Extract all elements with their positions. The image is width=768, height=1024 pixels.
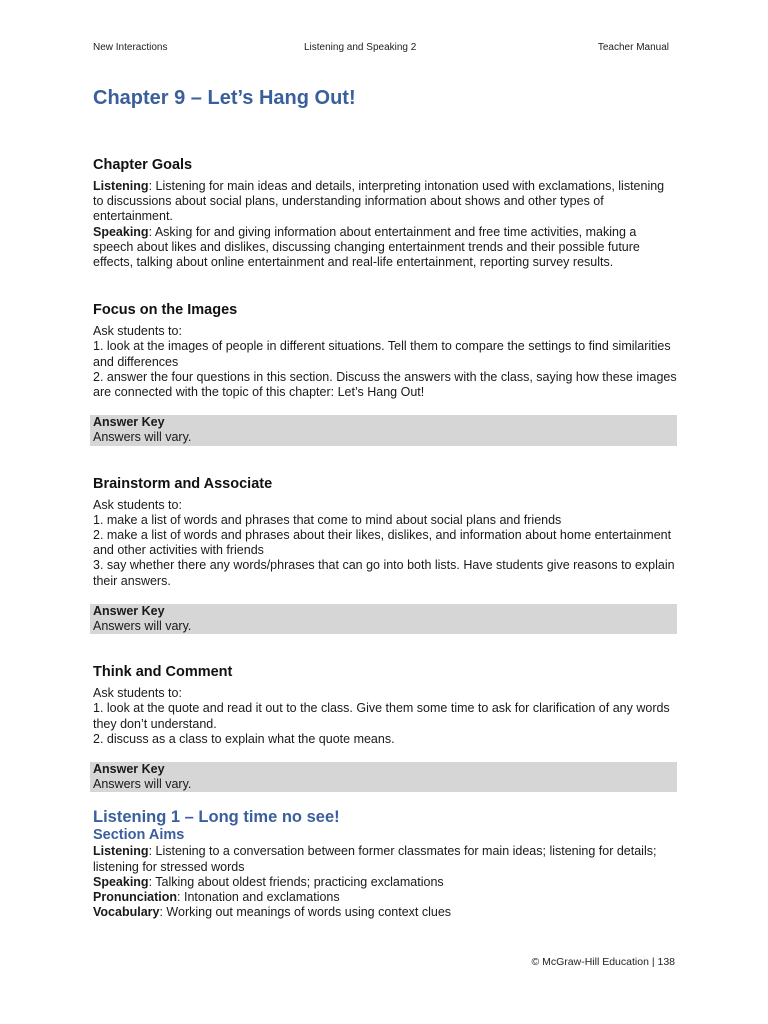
answer-text: Answers will vary. — [93, 777, 192, 792]
answer-key-label: Answer Key — [93, 415, 165, 430]
answer-key-label: Answer Key — [93, 603, 165, 618]
listening-1-title: Listening 1 – Long time no see! — [93, 808, 340, 827]
page-content — [93, 86, 677, 921]
think-comment-title: Think and Comment — [93, 664, 233, 681]
think-intro: Ask students to: — [93, 686, 182, 701]
focus-images-title: Focus on the Images — [93, 302, 238, 319]
brainstorm-item-2: 2. make a list of words and phrases about their likes, dislikes, and information about home entertainment and other activities with friends — [93, 528, 672, 558]
brainstorm-answer-key — [90, 604, 677, 634]
focus-images-section — [93, 301, 677, 445]
listening-1-section — [93, 807, 677, 920]
brainstorm-item-3: 3. say whether there any words/phrases that can go into both lists. Have students give reasons to explain their answers. — [93, 558, 675, 588]
focus-answer-key — [90, 415, 677, 445]
aims-vocabulary: Vocabulary: Working out meanings of words using context clues — [93, 905, 452, 920]
chapter-title: Chapter 9 – Let’s Hang Out! — [93, 87, 356, 109]
brainstorm-intro: Ask students to: — [93, 497, 182, 512]
aims-listening: Listening: Listening to a conversation between former classmates for main ideas; listening for details; listening for stressed words — [93, 844, 657, 874]
goals-listening: Listening: Listening for main ideas and details, interpreting intonation used with exclamations, listening to discussions about social plans, understanding information about shows and other types of entertainment. — [93, 179, 665, 224]
chapter-goals-section — [93, 156, 677, 270]
header-manual: Teacher Manual — [597, 42, 669, 53]
think-comment-section — [93, 663, 677, 792]
brainstorm-item-1: 1. make a list of words and phrases that come to mind about social plans and friends — [93, 512, 562, 527]
focus-item-1: 1. look at the images of people in different situations. Tell them to compare the settings to find similarities and differences — [93, 339, 671, 369]
chapter-goals-title: Chapter Goals — [93, 157, 193, 173]
aims-speaking: Speaking: Talking about oldest friends; practicing exclamations — [93, 874, 444, 889]
header-series: New Interactions — [93, 42, 168, 53]
answer-key-label: Answer Key — [93, 762, 165, 777]
think-answer-key — [90, 762, 677, 792]
brainstorm-title: Brainstorm and Associate — [93, 475, 273, 492]
goals-speaking: Speaking: Asking for and giving information about entertainment and free time activities, making a speech about likes and dislikes, discussing changing entertainment trends and their possible future effects, talking about online entertainment and real-life entertainment, reporting survey results. — [93, 224, 640, 270]
page-footer: © McGraw-Hill Education | 138 — [531, 956, 675, 968]
header-book: Listening and Speaking 2 — [304, 42, 417, 53]
aims-pronunciation: Pronunciation: Intonation and exclamations — [93, 890, 340, 905]
brainstorm-section — [93, 475, 677, 635]
focus-intro: Ask students to: — [93, 324, 182, 339]
answer-text: Answers will vary. — [93, 619, 192, 634]
think-item-2: 2. discuss as a class to explain what the quote means. — [93, 731, 395, 746]
answer-text: Answers will vary. — [93, 430, 192, 445]
section-aims-title: Section Aims — [93, 827, 185, 844]
think-item-1: 1. look at the quote and read it out to the class. Give them some time to ask for clarification of any words they don’t understand. — [93, 701, 670, 731]
focus-item-2: 2. answer the four questions in this section. Discuss the answers with the class, saying how these images are connected with the topic of this chapter: Let’s Hang Out! — [93, 369, 677, 400]
